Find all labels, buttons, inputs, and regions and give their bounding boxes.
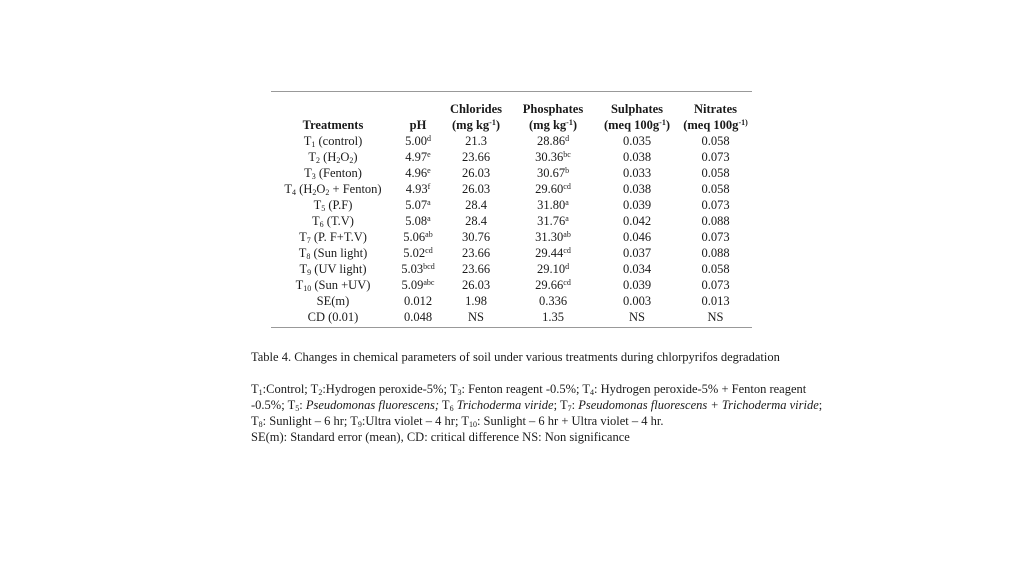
cell-sulphates: 0.046: [622, 230, 652, 244]
text-segment: Pseudomonas fluorescens + Trichoderma viride: [578, 398, 819, 412]
text-segment: :: [299, 398, 306, 412]
text-segment: 30.36: [535, 150, 564, 164]
cell-chlorides: 26.03: [461, 278, 491, 292]
superscript-letter: d: [565, 134, 570, 143]
cell-ph: [395, 229, 441, 245]
text-segment: ): [495, 118, 500, 132]
superscript-letter: -1: [659, 118, 666, 127]
cell-treatment: [271, 149, 395, 165]
cell-nitrates: 0.058: [701, 166, 730, 180]
text-segment: :: [571, 398, 579, 412]
superscript-letter: cd: [563, 182, 571, 191]
cell-sulphates: 0.038: [622, 150, 652, 164]
subscript: 5: [321, 204, 326, 213]
cell-ph: [395, 293, 441, 309]
text-segment: Trichoderma viride: [456, 398, 554, 412]
cell-nitrates: 0.073: [701, 278, 730, 292]
text-segment: ): [665, 118, 671, 132]
text-segment: 5.09: [401, 278, 424, 292]
cell-phosphates: [511, 181, 595, 197]
cell-phosphates: [511, 293, 595, 309]
text-segment: 4.96: [405, 166, 428, 180]
cell-ph: [395, 277, 441, 293]
text-segment: Pseudomonas fluorescens;: [305, 398, 440, 412]
table-row: [271, 245, 752, 261]
header-nitrates-unit: [679, 117, 752, 133]
cell-sulphates: 0.039: [622, 278, 652, 292]
header-phosphates-unit: [511, 117, 595, 133]
superscript-letter: f: [427, 182, 431, 191]
subscript: 9: [307, 268, 312, 277]
text-segment: T: [439, 398, 450, 412]
cell-nitrates: 0.088: [701, 214, 730, 228]
cell-phosphates: [511, 213, 595, 229]
cell-chlorides: 23.66: [461, 246, 491, 260]
text-segment: (Sun +UV): [311, 278, 371, 292]
text-segment: 5.06: [403, 230, 426, 244]
text-segment: 5.07: [405, 198, 428, 212]
subscript: 7: [567, 404, 572, 413]
superscript-letter: b: [565, 166, 570, 175]
text-segment: 0.012: [403, 294, 433, 308]
table-header: [271, 92, 752, 133]
cell-nitrates: 0.088: [701, 246, 730, 260]
cell-treatment: [271, 213, 395, 229]
text-segment: 5.02: [403, 246, 426, 260]
cell-chlorides: 21.3: [465, 134, 487, 148]
text-segment: (meq 100g: [603, 118, 660, 132]
cell-treatment: [271, 197, 395, 213]
table-row: [271, 261, 752, 277]
cell-nitrates: 0.073: [701, 150, 730, 164]
cell-treatment: [271, 181, 395, 197]
cell-sulphates: 0.035: [622, 134, 652, 148]
text-segment: (UV light): [311, 262, 367, 276]
cell-treatment: [271, 165, 395, 181]
cell-treatment: [271, 245, 395, 261]
header-ph-unit: [395, 117, 441, 133]
cell-treatment: [271, 229, 395, 245]
cell-chlorides: 26.03: [461, 166, 491, 180]
text-segment: T: [299, 230, 307, 244]
cell-sulphates: NS: [629, 310, 645, 324]
text-segment: T: [308, 150, 317, 164]
header-chlorides: Chlorides: [449, 102, 503, 116]
table-caption: Table 4. Changes in chemical parameters of soil under various treatments during chlorpyrifos degradation: [251, 350, 780, 364]
cell-chlorides: 28.4: [465, 198, 487, 212]
text-segment: O: [340, 150, 350, 164]
cell-nitrates: 0.058: [701, 182, 730, 196]
superscript-letter: e: [427, 150, 431, 159]
subscript: 3: [311, 172, 316, 181]
cell-phosphates: [511, 197, 595, 213]
superscript-letter: abc: [423, 278, 435, 287]
text-segment: 28.86: [536, 134, 566, 148]
text-segment: (mg kg: [452, 118, 490, 132]
text-segment: (H: [320, 150, 337, 164]
superscript-letter: a: [427, 214, 431, 223]
subscript: 2: [312, 188, 317, 197]
cell-nitrates: 0.013: [701, 294, 730, 308]
cell-ph: [395, 165, 441, 181]
superscript-letter: bc: [563, 150, 571, 159]
cell-chlorides: 28.4: [465, 214, 487, 228]
text-segment: 5.03: [401, 262, 424, 276]
text-segment: T: [313, 198, 322, 212]
text-segment: Treatments: [302, 118, 364, 132]
cell-sulphates: 0.042: [622, 214, 652, 228]
superscript-letter: -1: [566, 118, 573, 127]
cell-phosphates: [511, 245, 595, 261]
text-segment: + Fenton): [329, 182, 382, 196]
cell-ph: [395, 261, 441, 277]
cell-sulphates: 0.033: [622, 166, 652, 180]
superscript-letter: d: [565, 262, 570, 271]
data-table: [271, 91, 752, 328]
text-segment: : Fenton reagent -0.5%; T: [461, 382, 591, 396]
cell-sulphates: 0.039: [622, 198, 652, 212]
subscript: 2: [349, 156, 354, 165]
subscript: 1: [258, 388, 263, 397]
text-segment: T: [295, 278, 304, 292]
cell-phosphates: [511, 309, 595, 327]
subscript: 8: [258, 420, 263, 429]
cell-treatment: [271, 261, 395, 277]
subscript: 5: [295, 404, 300, 413]
cell-sulphates: 0.003: [622, 294, 652, 308]
text-segment: : Hydrogen peroxide-5% + Fenton reagent -0.5%; T: [251, 382, 807, 412]
cell-chlorides: 23.66: [461, 150, 491, 164]
cell-chlorides: 1.98: [465, 294, 487, 308]
cell-treatment: [271, 133, 395, 149]
table-row: [271, 213, 752, 229]
text-segment: (meq 100g: [683, 118, 739, 132]
table-row: [271, 165, 752, 181]
text-segment: 5.08: [405, 214, 428, 228]
text-segment: ; T: [251, 398, 823, 428]
table-row: [271, 149, 752, 165]
text-segment: (control): [315, 134, 363, 148]
superscript-letter: d: [426, 134, 431, 143]
subscript: 7: [306, 236, 311, 245]
text-segment: (P.F): [325, 198, 353, 212]
superscript-letter: cd: [425, 246, 433, 255]
cell-phosphates: [511, 133, 595, 149]
text-segment: 31.30: [535, 230, 564, 244]
text-segment: T: [303, 134, 312, 148]
text-segment: 1.35: [542, 310, 564, 324]
subscript: 9: [357, 420, 362, 429]
cell-ph: [395, 133, 441, 149]
subscript: 3: [457, 388, 462, 397]
table-row: [271, 133, 752, 149]
subscript: 2: [325, 188, 330, 197]
text-segment: :Ultra violet – 4 hr; T: [361, 414, 469, 428]
superscript-letter: bcd: [423, 262, 435, 271]
cell-chlorides: 26.03: [461, 182, 491, 196]
cell-sulphates: 0.037: [622, 246, 652, 260]
header-sulphates: Sulphates: [610, 102, 664, 116]
superscript-letter: ab: [425, 230, 433, 239]
cell-nitrates: 0.058: [701, 262, 730, 276]
subscript: 6: [449, 404, 454, 413]
cell-treatment: [271, 277, 395, 293]
cell-chlorides: NS: [468, 310, 484, 324]
cell-nitrates: NS: [707, 310, 724, 324]
header-sulphates-unit: [595, 117, 679, 133]
text-segment: 30.67: [536, 166, 566, 180]
table-row: [271, 181, 752, 197]
cell-nitrates: 0.058: [701, 134, 730, 148]
text-segment: :Control; T: [262, 382, 319, 396]
text-segment: O: [316, 182, 326, 196]
text-segment: ): [353, 150, 358, 164]
cell-ph: [395, 309, 441, 327]
cell-phosphates: [511, 277, 595, 293]
superscript-letter: e: [427, 166, 431, 175]
text-segment: 0.336: [538, 294, 568, 308]
text-segment: SE(m): [316, 294, 350, 308]
subscript: 10: [468, 420, 477, 429]
cell-nitrates: 0.073: [701, 230, 730, 244]
table-row: [271, 277, 752, 293]
superscript-letter: cd: [563, 278, 571, 287]
text-segment: 29.66: [535, 278, 564, 292]
header-phosphates: Phosphates: [522, 102, 584, 116]
text-segment: CD (0.01): [307, 310, 359, 324]
cell-phosphates: [511, 229, 595, 245]
cell-phosphates: [511, 261, 595, 277]
text-segment: : Sunlight – 6 hr; T: [262, 414, 358, 428]
subscript: 4: [292, 188, 297, 197]
superscript-letter: cd: [563, 246, 571, 255]
text-segment: T: [251, 382, 259, 396]
text-segment: (Fenton): [315, 166, 362, 180]
text-segment: SE(m): Standard error (mean), CD: critical difference NS: Non significance: [251, 430, 630, 444]
table-row: [271, 229, 752, 245]
text-segment: 31.76: [537, 214, 566, 228]
header-treatments-unit: [271, 117, 395, 133]
cell-chlorides: 30.76: [461, 230, 491, 244]
cell-sulphates: 0.034: [622, 262, 652, 276]
table-row: [271, 309, 752, 327]
subscript: 4: [590, 388, 595, 397]
text-segment: T: [312, 214, 320, 228]
cell-nitrates: 0.073: [701, 198, 730, 212]
text-segment: 29.44: [535, 246, 564, 260]
text-segment: T: [299, 262, 308, 276]
subscript: 8: [306, 252, 311, 261]
text-segment: : Sunlight – 6 hr + Ultra violet – 4 hr.: [476, 414, 664, 428]
table-notes: [251, 381, 831, 445]
subscript: 2: [316, 156, 321, 165]
superscript-letter: -1: [489, 118, 496, 127]
text-segment: 4.97: [405, 150, 428, 164]
text-segment: ; T: [553, 398, 568, 412]
table-row: [271, 197, 752, 213]
text-segment: T: [284, 182, 293, 196]
superscript-letter: a: [427, 198, 431, 207]
cell-ph: [395, 213, 441, 229]
text-segment: 4.93: [405, 182, 428, 196]
text-segment: 29.60: [535, 182, 564, 196]
subscript: 10: [303, 284, 312, 293]
cell-ph: [395, 245, 441, 261]
text-segment: T: [298, 246, 307, 260]
cell-phosphates: [511, 149, 595, 165]
text-segment: 5.00: [405, 134, 427, 148]
subscript: 2: [318, 388, 323, 397]
cell-treatment: [271, 309, 395, 327]
superscript-letter: ab: [563, 230, 571, 239]
superscript-letter: a: [565, 198, 569, 207]
text-segment: ): [572, 118, 577, 132]
text-segment: 31.80: [537, 198, 566, 212]
header-chlorides-unit: [441, 117, 511, 133]
cell-sulphates: 0.038: [622, 182, 652, 196]
table-row: [271, 293, 752, 309]
text-segment: pH: [409, 118, 427, 132]
text-segment: 29.10: [536, 262, 566, 276]
text-segment: T: [304, 166, 312, 180]
header-nitrates: Nitrates: [693, 102, 738, 116]
cell-ph: [395, 197, 441, 213]
subscript: 6: [319, 220, 324, 229]
header-treatments: [271, 92, 395, 117]
text-segment: (mg kg: [529, 118, 567, 132]
text-segment: :Hydrogen peroxide-5%; T: [322, 382, 458, 396]
subscript: 1: [311, 140, 316, 149]
text-segment: (Sun light): [310, 246, 368, 260]
subscript: 2: [336, 156, 341, 165]
table-body: [271, 133, 752, 327]
cell-ph: [395, 181, 441, 197]
cell-phosphates: [511, 165, 595, 181]
text-segment: (H: [296, 182, 313, 196]
text-segment: 0.048: [403, 310, 433, 324]
cell-ph: [395, 149, 441, 165]
text-segment: (P. F+T.V): [310, 230, 367, 244]
superscript-letter: -1): [738, 118, 748, 127]
cell-chlorides: 23.66: [461, 262, 491, 276]
text-segment: (T.V): [323, 214, 354, 228]
cell-treatment: [271, 293, 395, 309]
header-ph: [395, 92, 441, 117]
superscript-letter: a: [565, 214, 569, 223]
